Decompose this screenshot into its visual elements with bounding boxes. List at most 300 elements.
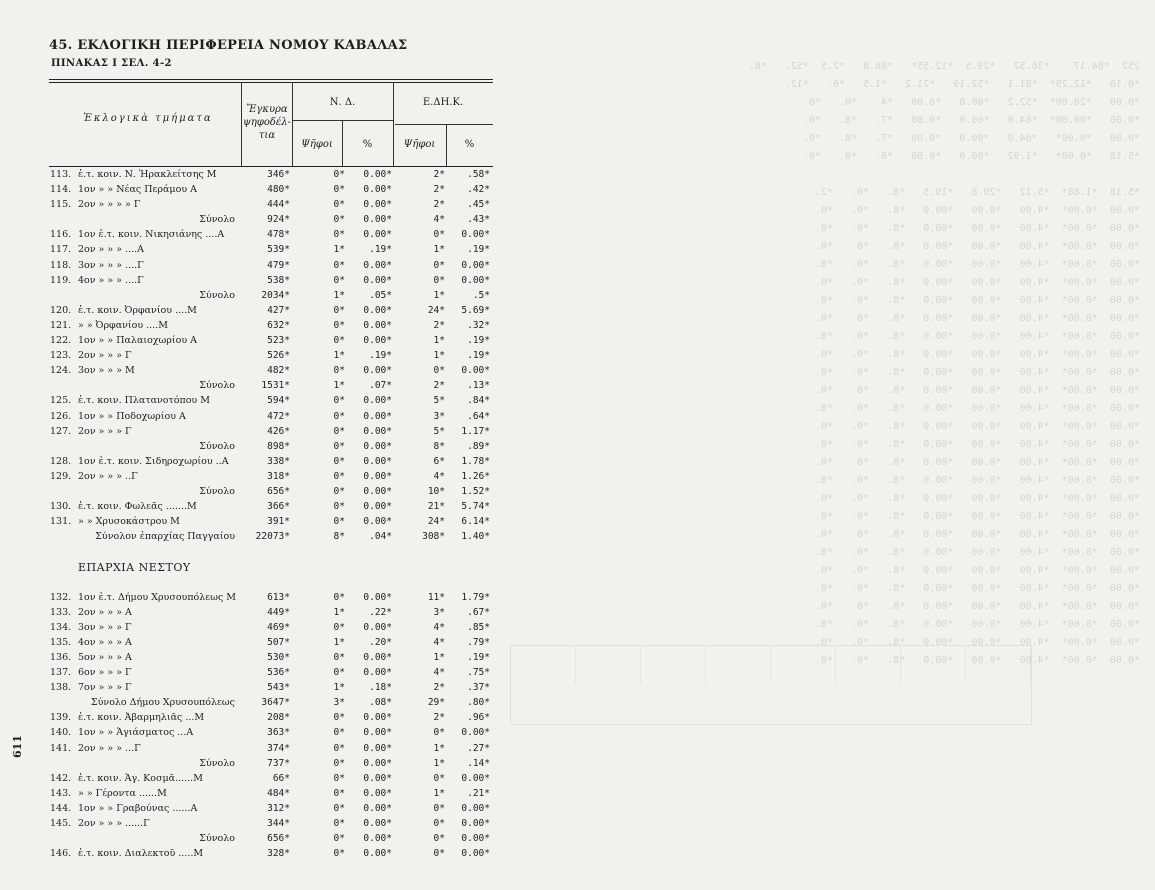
table-row — [0, 651, 500, 666]
row-section-name: 2ον » » » Α — [78, 606, 132, 618]
table-row — [0, 515, 500, 530]
row-valid-ballots: 539* — [267, 244, 290, 256]
row-valid-ballots: 594* — [267, 395, 290, 407]
row-edik-percent: 1.52* — [461, 485, 490, 497]
row-section-name: ἐ.τ. κοιν. Ἁγ. Κοσμᾶ......Μ — [78, 772, 203, 784]
row-valid-ballots: 338* — [267, 455, 290, 467]
row-edik-percent: 0.00* — [461, 365, 490, 377]
total-row — [0, 530, 500, 545]
row-number: 122. — [50, 335, 72, 347]
row-nd-percent: 0.00* — [363, 802, 392, 814]
row-valid-ballots: 328* — [267, 848, 290, 860]
row-nd-percent: 0.00* — [363, 259, 392, 271]
row-section-name: Σύνολο Δήμου Χρυσουπόλεως — [90, 697, 235, 709]
row-nd-percent: 0.00* — [363, 184, 392, 196]
row-section-name: 3ον » » » ....Γ — [78, 259, 144, 271]
row-edik-percent: .85* — [467, 621, 490, 633]
row-nd-percent: 0.00* — [363, 425, 392, 437]
row-section-name: ἐ.τ. κοιν. Ν. Ἡρακλείτσης Μ — [78, 169, 217, 180]
col-divider-4 — [393, 82, 394, 166]
row-valid-ballots: 208* — [267, 712, 290, 724]
total-row — [0, 832, 500, 847]
row-edik-percent: .37* — [467, 682, 490, 694]
bleed-through-box — [510, 645, 1032, 725]
row-edik-percent: 0.00* — [461, 818, 490, 830]
bleed-through-text: 252 *84.17 *36.52 *29.5 *12.55* *86.8 *2.5 *52. *8. *0.10 *12.29* *81.1 *52.19 *21.2 *1.5 *6. *12. *0.00 *20.00* *52.2 *00.8 *0.00 *4. *0. *0. *0.00 *00.00* *64.0 *00.0 *0.00 *7. *8. *0. *0.00 *0.00* *64.0 *00.0 *0.00 *7. *8. *0. *5.18 *0.00* *1.92 *00.0 *0.00 *8. *0. *0. *5.18 *1.88* *5.12 *29.8 *19.5 *8. *0. *2. *0.00 *0.00* *4.00 *0.00 *00.0 *8. *0. *0. *0.00 *0.00* *4.00 *0.00 *00.0 *8. *0. *0. *0.00 *0.00* *4.00 *0.00 *00.0 *8. *0. *0. *0.00 *0.00* *4.00 *0.00 *00.0 *8. *0. *0. *0.00 *0.00* *4.00 *0.00 *00.0 *8. *0. *0. *0.00 *0.00* *4.00 *0.00 *00.0 *8. *0. *0. *0.00 *0.00* *4.00 *0.00 *00.0 *8. *0. *0. *0.00 *0.00* *4.00 *0.00 *00.0 *8. *0. *0. *0.00 *0.00* *4.00 *0.00 *00.0 *8. *0. *0. *0.00 *0.00* *4.00 *0.00 *00.0 *8. *0. *0. *0.00 *0.00* *4.00 *0.00 *00.0 *8. *0. *0. *0.00 *0.00* *4.00 *0.00 *00.0 *8. *0. *0. *0.00 *0.00* *4.00 *0.00 *00.0 *8. *0. *0. *0.00 *0.00* *4.00 *0.00 *00.0 *8. *0. *0. *0.00 *0.00* *4.00 *0.00 *00.0 *8. *0. *0. *0.00 *0.00* *4.00 *0.00 *00.0 *8. *0. *0. *0.00 *0.00* *4.00 *0.00 *00.0 *8. *0. *0. *0.00 *0.00* *4.00 *0.00 *00.0 *8. *0. *0. *0.00 *0.00* *4.00 *0.00 *00.0 *8. *0. *0. *0.00 *0.00* *4.00 *0.00 *00.0 *8. *0. *0. *0.00 *0.00* *4.00 *0.00 *00.0 *8. *0. *0. *0.00 *0.00* *4.00 *0.00 *00.0 *8. *0. *0. *0.00 *0.00* *4.00 *0.00 *00.0 *8. *0. *0. *0.00 *0.00* *4.00 *0.00 *00.0 *8. *0. *0. *0.00 *0.00* *4.00 *0.00 *00.0 *8. *0. *0. *0.00 *0.00* *4.00 *0.00 *00.0 *8. *0. *0. — [748, 61, 1140, 666]
table-row — [0, 243, 500, 258]
row-edik-percent: 0.00* — [461, 833, 490, 845]
row-section-name: 1ον ἐ.τ. κοιν. Νικησιάνης ....Α — [78, 229, 225, 241]
row-valid-ballots: 523* — [267, 335, 290, 347]
row-nd-percent: 0.00* — [363, 757, 392, 769]
row-number: 128. — [50, 455, 72, 467]
row-nd-percent: 0.00* — [363, 516, 392, 528]
row-edik-votes: 6* — [433, 455, 445, 467]
row-nd-votes: 1* — [333, 682, 345, 694]
row-nd-percent: .04* — [369, 531, 392, 543]
row-edik-percent: .45* — [467, 199, 490, 211]
table-row — [0, 711, 500, 726]
row-section-name: ἐ.τ. κοιν. Διαλεκτοῦ .....Μ — [78, 848, 204, 860]
row-section-name: ἐ.τ. κοιν. Φωλεᾶς .......Μ — [78, 501, 197, 513]
row-section-name: » » Χρυσοκάστρου Μ — [78, 516, 180, 528]
row-section-name: 6ον » » » Γ — [78, 667, 132, 679]
row-nd-percent: 0.00* — [363, 455, 392, 467]
row-number: 124. — [50, 365, 72, 377]
row-section-name: ἐ.τ. κοιν. Ὀρφανίου ....Μ — [78, 304, 197, 316]
row-nd-votes: 0* — [333, 757, 345, 769]
row-section-name: 4ον » » » ....Γ — [78, 274, 144, 286]
row-valid-ballots: 344* — [267, 818, 290, 830]
row-nd-percent: 0.00* — [363, 274, 392, 286]
row-edik-votes: 10* — [427, 485, 445, 497]
row-nd-percent: 0.00* — [363, 335, 392, 347]
row-nd-percent: 0.00* — [363, 772, 392, 784]
table-row — [0, 198, 500, 213]
row-edik-votes: 0* — [433, 229, 445, 241]
row-edik-votes: 8* — [433, 440, 445, 452]
row-number: 116. — [50, 229, 72, 241]
row-edik-percent: 1.26* — [461, 470, 490, 482]
row-valid-ballots: 479* — [267, 259, 290, 271]
row-edik-percent: .67* — [467, 606, 490, 618]
row-nd-votes: 0* — [333, 410, 345, 422]
row-nd-votes: 0* — [333, 199, 345, 211]
row-edik-votes: 1* — [433, 244, 445, 256]
row-nd-votes: 0* — [333, 833, 345, 845]
row-number: 141. — [50, 742, 72, 754]
row-valid-ballots: 472* — [267, 410, 290, 422]
table-row — [0, 787, 500, 802]
row-number: 123. — [50, 350, 72, 362]
row-edik-votes: 5* — [433, 395, 445, 407]
row-edik-votes: 11* — [427, 591, 445, 603]
row-nd-percent: 0.00* — [363, 848, 392, 860]
row-nd-percent: 0.00* — [363, 440, 392, 452]
row-nd-percent: .18* — [369, 682, 392, 694]
table-row — [0, 410, 500, 425]
row-valid-ballots: 427* — [267, 304, 290, 316]
row-section-name: 2ον » » » Γ — [78, 425, 132, 437]
row-valid-ballots: 482* — [267, 365, 290, 377]
row-section-name: 1ον » » Νέας Περάμου Α — [78, 184, 197, 196]
header-party-nd: Ν. Δ. — [329, 97, 356, 108]
row-edik-percent: .58* — [467, 169, 490, 180]
row-nd-percent: 0.00* — [363, 667, 392, 679]
header-registered-line: ψηφοδέλ- — [243, 117, 291, 128]
row-section-name: 7ον » » » Γ — [78, 682, 132, 694]
row-edik-votes: 21* — [427, 501, 445, 513]
row-valid-ballots: 536* — [267, 667, 290, 679]
row-number: 144. — [50, 802, 72, 814]
row-edik-votes: 4* — [433, 636, 445, 648]
row-number: 134. — [50, 621, 72, 633]
row-nd-votes: 0* — [333, 335, 345, 347]
header-registered-line: τια — [258, 130, 276, 141]
row-edik-percent: 0.00* — [461, 259, 490, 271]
header-top-rule-2 — [49, 82, 493, 83]
row-section-name: Σύνολο — [199, 289, 235, 301]
row-section-name: » » Γέροντα ......Μ — [78, 787, 167, 799]
row-section-name: 2ον » » » Γ — [78, 350, 132, 362]
table-row — [0, 817, 500, 832]
row-edik-percent: .96* — [467, 712, 490, 724]
row-nd-percent: .19* — [369, 350, 392, 362]
row-nd-votes: 0* — [333, 470, 345, 482]
row-edik-percent: .19* — [467, 652, 490, 663]
row-nd-votes: 0* — [333, 712, 345, 724]
row-edik-percent: 6.14* — [461, 516, 490, 528]
row-edik-votes: 0* — [433, 802, 445, 814]
table-row — [0, 666, 500, 681]
row-section-name: Σύνολο — [199, 757, 235, 769]
section-heading — [0, 560, 500, 575]
row-edik-votes: 4* — [433, 214, 445, 226]
row-edik-votes: 0* — [433, 833, 445, 845]
table-row — [0, 606, 500, 621]
table-row — [0, 576, 500, 591]
row-edik-votes: 0* — [433, 274, 445, 286]
table-row — [0, 742, 500, 757]
row-number: 135. — [50, 636, 72, 648]
row-edik-percent: .19* — [467, 244, 490, 256]
row-nd-votes: 3* — [333, 697, 345, 709]
row-edik-percent: 0.00* — [461, 229, 490, 241]
row-section-name: 2ον » » » ...Γ — [78, 742, 141, 754]
row-nd-votes: 1* — [333, 244, 345, 256]
row-nd-votes: 0* — [333, 848, 345, 860]
row-valid-ballots: 507* — [267, 636, 290, 648]
row-nd-votes: 0* — [333, 395, 345, 407]
row-valid-ballots: 318* — [267, 470, 290, 482]
row-number: 115. — [50, 199, 72, 211]
row-edik-percent: 0.00* — [461, 727, 490, 739]
row-number: 120. — [50, 304, 72, 316]
row-edik-percent: 0.00* — [461, 848, 490, 860]
row-edik-votes: 0* — [433, 772, 445, 784]
total-row — [0, 696, 500, 711]
row-section-name: 1ον » » Ποδοχωρίου Α — [78, 410, 186, 422]
row-edik-percent: .19* — [467, 350, 490, 362]
row-nd-percent: 0.00* — [363, 319, 392, 331]
row-edik-votes: 1* — [433, 335, 445, 347]
row-edik-votes: 1* — [433, 757, 445, 769]
row-number: 129. — [50, 470, 72, 482]
row-edik-votes: 29* — [427, 697, 445, 709]
row-nd-votes: 1* — [333, 350, 345, 362]
table-row — [0, 500, 500, 515]
row-edik-votes: 2* — [433, 319, 445, 331]
row-number: 145. — [50, 818, 72, 830]
row-edik-percent: 0.00* — [461, 802, 490, 814]
row-section-name: 3ον » » » Γ — [78, 621, 132, 633]
row-edik-percent: 1.78* — [461, 455, 490, 467]
row-nd-percent: 0.00* — [363, 304, 392, 316]
row-nd-votes: 1* — [333, 289, 345, 301]
row-nd-votes: 0* — [333, 516, 345, 528]
row-nd-votes: 0* — [333, 772, 345, 784]
row-nd-percent: .22* — [369, 606, 392, 618]
table-row — [0, 394, 500, 409]
table-row — [0, 425, 500, 440]
row-nd-votes: 0* — [333, 667, 345, 679]
row-section-name: 1ον » » Παλαιοχωρίου Α — [78, 335, 197, 347]
table-row — [0, 304, 500, 319]
total-row — [0, 440, 500, 455]
row-valid-ballots: 426* — [267, 425, 290, 437]
row-section-name: 2ον » » » » Γ — [78, 199, 141, 211]
row-valid-ballots: 480* — [267, 184, 290, 196]
row-section-name: Σύνολο — [199, 440, 235, 452]
row-nd-votes: 0* — [333, 425, 345, 437]
row-section-name: 1ον » » Γραβούνας ......Α — [78, 802, 198, 814]
row-edik-votes: 4* — [433, 621, 445, 633]
row-nd-percent: .20* — [369, 636, 392, 648]
row-number: 117. — [50, 244, 72, 256]
row-edik-percent: .84* — [467, 395, 490, 407]
table-row — [0, 636, 500, 651]
total-row — [0, 213, 500, 228]
header-votes-edik: Ψῆφοι — [403, 139, 436, 150]
row-valid-ballots: 312* — [267, 802, 290, 814]
row-nd-votes: 0* — [333, 365, 345, 377]
table-row — [0, 681, 500, 696]
edik-sub-rule — [395, 124, 493, 125]
row-nd-percent: .07* — [369, 380, 392, 392]
row-edik-percent: .75* — [467, 667, 490, 679]
row-edik-votes: 3* — [433, 410, 445, 422]
row-nd-votes: 0* — [333, 501, 345, 513]
row-valid-ballots: 391* — [267, 516, 290, 528]
header-percent-nd: % — [362, 139, 373, 150]
row-edik-percent: 1.17* — [461, 425, 490, 437]
table-row — [0, 802, 500, 817]
row-valid-ballots: 526* — [267, 350, 290, 362]
col-divider-2 — [292, 82, 293, 166]
row-valid-ballots: 1531* — [261, 380, 290, 392]
row-number: 113. — [50, 169, 72, 180]
row-edik-percent: .42* — [467, 184, 490, 196]
row-nd-percent: 0.00* — [363, 169, 392, 180]
row-edik-votes: 1* — [433, 289, 445, 301]
table-row — [0, 228, 500, 243]
row-nd-percent: 0.00* — [363, 485, 392, 497]
row-valid-ballots: 924* — [267, 214, 290, 226]
page-subtitle: ΠΙΝΑΚΑΣ I ΣΕΛ. 4-2 — [51, 58, 172, 69]
row-valid-ballots: 484* — [267, 787, 290, 799]
row-valid-ballots: 656* — [267, 833, 290, 845]
row-nd-votes: 0* — [333, 274, 345, 286]
row-valid-ballots: 66* — [272, 772, 290, 784]
row-valid-ballots: 543* — [267, 682, 290, 694]
row-section-name: Σύνολο — [199, 833, 235, 845]
row-edik-votes: 308* — [422, 531, 445, 543]
table-row — [0, 364, 500, 379]
row-number: 121. — [50, 319, 72, 331]
header-registered — [242, 103, 292, 142]
row-nd-percent: 0.00* — [363, 818, 392, 830]
row-nd-votes: 0* — [333, 259, 345, 271]
row-nd-percent: 0.00* — [363, 395, 392, 407]
total-row — [0, 289, 500, 304]
row-edik-percent: .80* — [467, 697, 490, 709]
row-nd-votes: 1* — [333, 380, 345, 392]
table-row — [0, 168, 500, 183]
row-number: 118. — [50, 259, 72, 271]
row-valid-ballots: 449* — [267, 606, 290, 618]
row-number: 136. — [50, 652, 72, 663]
row-nd-percent: .08* — [369, 697, 392, 709]
row-nd-votes: 0* — [333, 304, 345, 316]
row-section-name: 1ον » » Ἁγιάσματος ...Α — [78, 727, 194, 739]
row-number: 126. — [50, 410, 72, 422]
row-nd-percent: 0.00* — [363, 365, 392, 377]
row-number: 146. — [50, 848, 72, 860]
row-valid-ballots: 363* — [267, 727, 290, 739]
row-nd-percent: 0.00* — [363, 214, 392, 226]
row-number: 127. — [50, 425, 72, 437]
row-nd-percent: 0.00* — [363, 833, 392, 845]
row-section-name: ΕΠΑΡΧΙΑ ΝΕΣΤΟΥ — [78, 561, 191, 575]
total-row — [0, 379, 500, 394]
row-edik-votes: 2* — [433, 380, 445, 392]
table-row — [0, 621, 500, 636]
row-valid-ballots: 898* — [267, 440, 290, 452]
row-number: 137. — [50, 667, 72, 679]
row-nd-votes: 0* — [333, 485, 345, 497]
row-edik-votes: 0* — [433, 365, 445, 377]
row-nd-percent: 0.00* — [363, 652, 392, 663]
row-edik-votes: 0* — [433, 818, 445, 830]
table-row — [0, 847, 500, 862]
table-row — [0, 470, 500, 485]
page-title: 45. ΕΚΛΟΓΙΚΗ ΠΕΡΙΦΕΡΕΙΑ ΝΟΜΟΥ ΚΑΒΑΛΑΣ — [49, 38, 408, 53]
row-edik-percent: .14* — [467, 757, 490, 769]
row-edik-votes: 2* — [433, 712, 445, 724]
row-number: 130. — [50, 501, 72, 513]
row-number: 140. — [50, 727, 72, 739]
row-valid-ballots: 737* — [267, 757, 290, 769]
results-table-body — [0, 168, 500, 862]
row-edik-votes: 24* — [427, 516, 445, 528]
row-nd-votes: 0* — [333, 214, 345, 226]
header-top-rule — [49, 79, 493, 80]
row-valid-ballots: 22073* — [255, 531, 290, 543]
row-nd-votes: 0* — [333, 787, 345, 799]
row-edik-votes: 2* — [433, 169, 445, 180]
row-nd-percent: 0.00* — [363, 787, 392, 799]
row-nd-percent: 0.00* — [363, 199, 392, 211]
row-number: 119. — [50, 274, 72, 286]
row-nd-percent: 0.00* — [363, 591, 392, 603]
table-row — [0, 545, 500, 560]
row-edik-percent: .64* — [467, 410, 490, 422]
row-edik-votes: 2* — [433, 199, 445, 211]
row-edik-votes: 1* — [433, 742, 445, 754]
row-nd-votes: 0* — [333, 184, 345, 196]
row-edik-percent: 0.00* — [461, 772, 490, 784]
row-edik-percent: 5.69* — [461, 304, 490, 316]
row-section-name: Σύνολο — [199, 485, 235, 497]
table-row — [0, 319, 500, 334]
row-edik-votes: 0* — [433, 727, 445, 739]
table-row — [0, 183, 500, 198]
row-nd-votes: 0* — [333, 591, 345, 603]
row-section-name: 1ον ἐ.τ. Δήμου Χρυσουπόλεως Μ — [78, 591, 237, 603]
row-number: 132. — [50, 591, 72, 603]
row-nd-percent: 0.00* — [363, 712, 392, 724]
header-registered-line: Ἔγκυρα — [246, 104, 288, 115]
row-edik-votes: 4* — [433, 667, 445, 679]
row-nd-votes: 0* — [333, 621, 345, 633]
row-edik-votes: 2* — [433, 184, 445, 196]
row-edik-votes: 1* — [433, 787, 445, 799]
row-nd-votes: 1* — [333, 606, 345, 618]
row-nd-percent: 0.00* — [363, 742, 392, 754]
table-row — [0, 455, 500, 470]
row-valid-ballots: 469* — [267, 621, 290, 633]
row-number: 131. — [50, 516, 72, 528]
row-valid-ballots: 366* — [267, 501, 290, 513]
header-bottom-rule — [49, 166, 493, 167]
row-section-name: 5ον » » » Α — [78, 652, 132, 663]
row-nd-votes: 0* — [333, 319, 345, 331]
row-edik-percent: .43* — [467, 214, 490, 226]
row-number: 114. — [50, 184, 72, 196]
row-nd-percent: 0.00* — [363, 470, 392, 482]
row-section-name: 1ον ἐ.τ. κοιν. Σιδηροχωρίου ..Α — [78, 455, 229, 467]
row-nd-votes: 8* — [333, 531, 345, 543]
row-nd-percent: .19* — [369, 244, 392, 256]
row-nd-votes: 0* — [333, 169, 345, 180]
row-edik-percent: .19* — [467, 335, 490, 347]
row-section-name: Σύνολο — [199, 214, 235, 226]
row-valid-ballots: 374* — [267, 742, 290, 754]
row-valid-ballots: 3647* — [261, 697, 290, 709]
row-edik-votes: 4* — [433, 470, 445, 482]
row-edik-votes: 5* — [433, 425, 445, 437]
row-edik-percent: 1.79* — [461, 591, 490, 603]
row-edik-votes: 1* — [433, 350, 445, 362]
row-edik-percent: .79* — [467, 636, 490, 648]
row-section-name: Σύνολον ἐπαρχίας Παγγαίου — [95, 531, 235, 543]
row-valid-ballots: 656* — [267, 485, 290, 497]
row-nd-percent: 0.00* — [363, 727, 392, 739]
row-number: 138. — [50, 682, 72, 694]
row-section-name: ἐ.τ. κοιν. Πλατανοτόπου Μ — [78, 395, 210, 407]
document-page — [0, 0, 500, 890]
row-nd-votes: 1* — [333, 636, 345, 648]
